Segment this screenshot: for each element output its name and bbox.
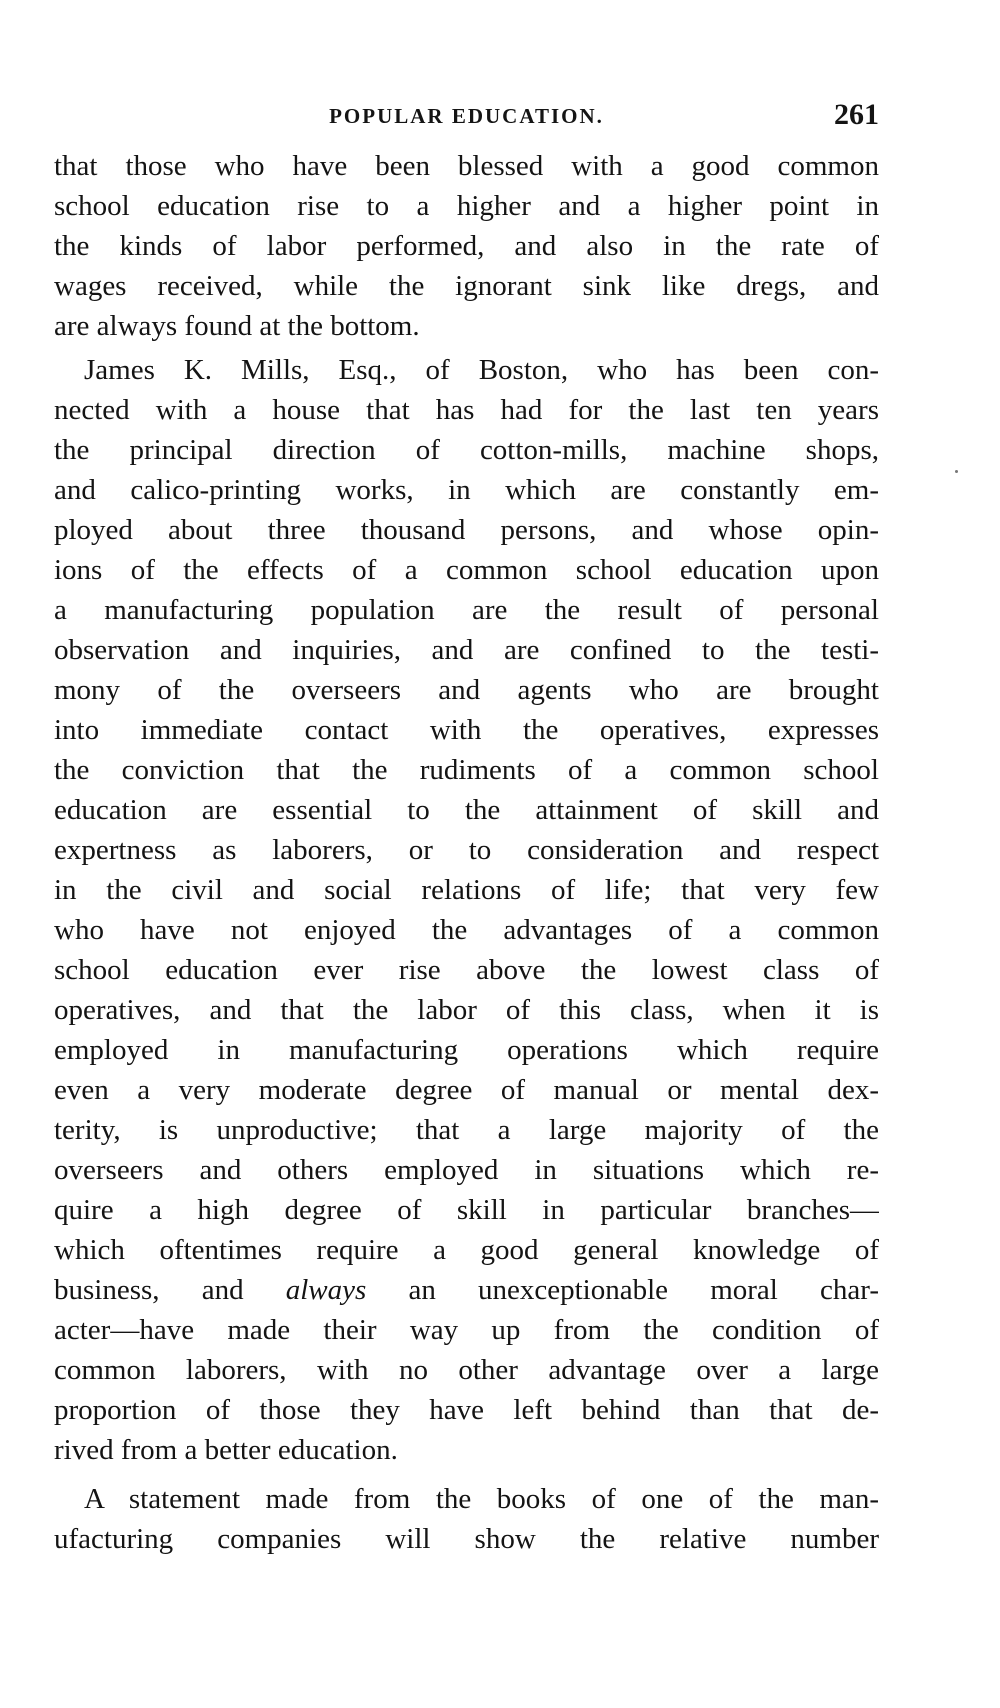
text-line: education are essential to the attainment of skill and: [54, 794, 879, 826]
text-line: mony of the overseers and agents who are brought: [54, 674, 879, 706]
text-line: expertness as laborers, or to consideration and respect: [54, 834, 879, 866]
text-line: which oftentimes require a good general knowledge of: [54, 1234, 879, 1266]
text-line: ufacturing companies will show the relative number: [54, 1523, 879, 1555]
paragraph-gap: [54, 1470, 879, 1479]
text-line: a manufacturing population are the result of personal: [54, 594, 879, 626]
text-line: ployed about three thousand persons, and whose opin-: [54, 514, 879, 546]
page-number: 261: [834, 98, 879, 131]
text-line: the conviction that the rudiments of a common school: [54, 754, 879, 786]
text-line-with-italic: [54, 1270, 879, 1310]
body-text: [54, 146, 879, 1559]
text-line: employed in manufacturing operations which require: [54, 1034, 879, 1066]
margin-speck: [955, 470, 958, 473]
text-line: in the civil and social relations of life; that very few: [54, 874, 879, 906]
text-line: A statement made from the books of one of the man-: [84, 1483, 879, 1515]
text-line: James K. Mills, Esq., of Boston, who has been con-: [84, 354, 879, 386]
paragraph-3: [54, 1479, 879, 1559]
text-line: are always found at the bottom.: [54, 310, 420, 342]
text-line: even a very moderate degree of manual or mental dex-: [54, 1074, 879, 1106]
text-line: into immediate contact with the operatives, expresses: [54, 714, 879, 746]
text-line: common laborers, with no other advantage over a large: [54, 1354, 879, 1386]
text-line: the principal direction of cotton-mills, machine shops,: [54, 434, 879, 466]
text-line: proportion of those they have left behind than that de-: [54, 1394, 879, 1426]
text-segment: business, and: [54, 1274, 286, 1306]
text-line: that those who have been blessed with a good common: [54, 150, 879, 182]
running-head: [54, 98, 879, 138]
italic-word: always: [285, 1274, 367, 1306]
running-head-title: POPULAR EDUCATION.: [329, 104, 604, 128]
text-line: observation and inquiries, and are confined to the testi-: [54, 634, 879, 666]
text-line: wages received, while the ignorant sink like dregs, and: [54, 270, 879, 302]
paragraph-2: [54, 350, 879, 1470]
text-line: who have not enjoyed the advantages of a common: [54, 914, 879, 946]
text-line: quire a high degree of skill in particular branches—: [54, 1194, 879, 1226]
text-line: the kinds of labor performed, and also in the rate of: [54, 230, 879, 262]
text-line: school education rise to a higher and a higher point in: [54, 190, 879, 222]
text-line: rived from a better education.: [54, 1434, 398, 1466]
text-line: school education ever rise above the lowest class of: [54, 954, 879, 986]
text-line: overseers and others employed in situations which re-: [54, 1154, 879, 1186]
text-segment: an unexceptionable moral char-: [366, 1274, 879, 1306]
text-line: terity, is unproductive; that a large majority of the: [54, 1114, 879, 1146]
text-line: nected with a house that has had for the last ten years: [54, 394, 879, 426]
text-line: and calico-printing works, in which are constantly em-: [54, 474, 879, 506]
paragraph-1: [54, 146, 879, 346]
text-line: operatives, and that the labor of this class, when it is: [54, 994, 879, 1026]
text-line: ions of the effects of a common school education upon: [54, 554, 879, 586]
text-line: acter—have made their way up from the condition of: [54, 1314, 879, 1346]
